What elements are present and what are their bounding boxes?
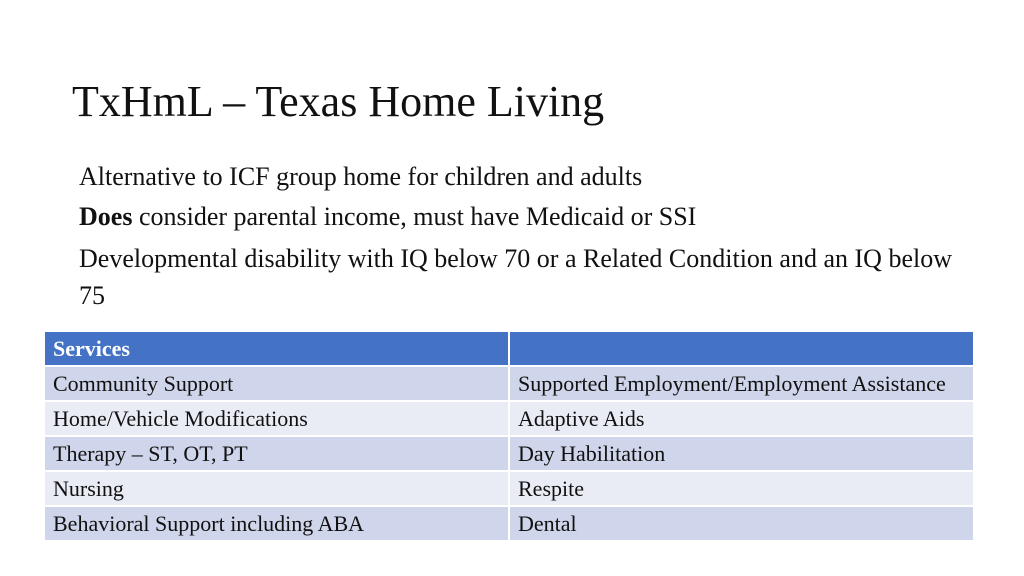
bullet-list bbox=[79, 158, 959, 314]
table-header-cell bbox=[509, 331, 974, 366]
services-table bbox=[43, 330, 975, 542]
table-row bbox=[44, 506, 974, 541]
table-cell: Home/Vehicle Modifications bbox=[44, 401, 509, 436]
table-cell: Community Support bbox=[44, 366, 509, 401]
table-cell: Behavioral Support including ABA bbox=[44, 506, 509, 541]
table-cell: Supported Employment/Employment Assistance bbox=[509, 366, 974, 401]
bullet-alternative: Alternative to ICF group home for children and adults bbox=[79, 162, 643, 191]
table-cell: Therapy – ST, OT, PT bbox=[44, 436, 509, 471]
table-header-row bbox=[44, 331, 974, 366]
bullet-text: consider parental income, must have Medicaid or SSI bbox=[132, 202, 697, 231]
bullet-parental-income bbox=[79, 198, 959, 235]
table-row bbox=[44, 471, 974, 506]
table-cell: Respite bbox=[509, 471, 974, 506]
table-cell: Adaptive Aids bbox=[509, 401, 974, 436]
slide-title: TxHmL – Texas Home Living bbox=[72, 77, 605, 126]
bullet-eligibility: Developmental disability with IQ below 70 or a Related Condition and an IQ below 75 bbox=[79, 244, 952, 310]
table-row bbox=[44, 436, 974, 471]
table-header-cell: Services bbox=[44, 331, 509, 366]
table-row bbox=[44, 401, 974, 436]
table-row bbox=[44, 366, 974, 401]
table-cell: Nursing bbox=[44, 471, 509, 506]
bullet-emphasis: Does bbox=[79, 202, 133, 231]
table-cell: Day Habilitation bbox=[509, 436, 974, 471]
table-cell: Dental bbox=[509, 506, 974, 541]
